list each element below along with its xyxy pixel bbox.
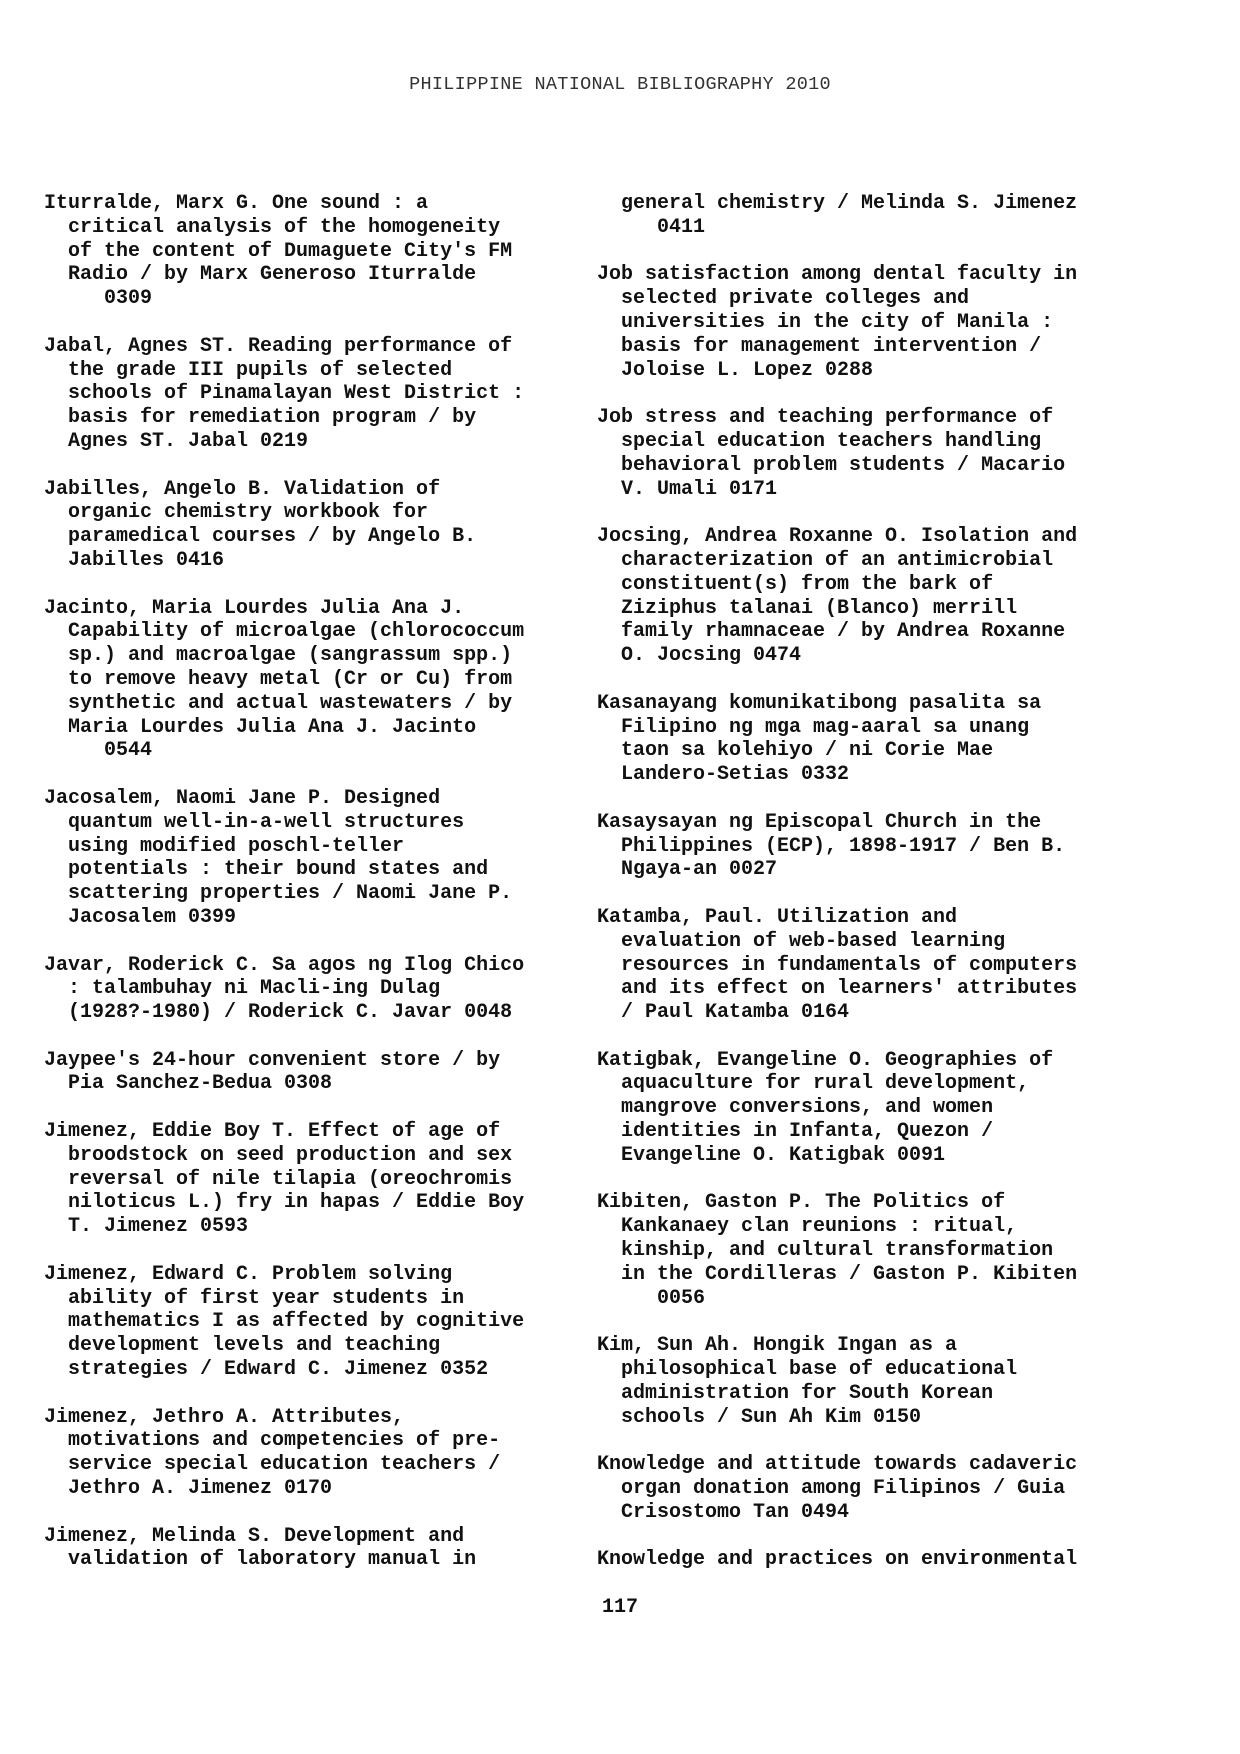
entry-line: Landero-Setias 0332 <box>597 763 850 787</box>
entry-line: potentials : their bound states and <box>44 858 489 882</box>
entry-line: Jacosalem 0399 <box>44 905 237 929</box>
entry-line: basis for remediation program / by <box>44 406 477 430</box>
entry-line: administration for South Korean <box>597 1381 994 1405</box>
page-number: 117 <box>601 1596 638 1619</box>
entry-line: critical analysis of the homogeneity <box>44 215 501 239</box>
entry-line: universities in the city of Manila : <box>597 310 1054 334</box>
entry-line: Knowledge and practices on environmental <box>597 1548 1078 1572</box>
entry-line: 0309 <box>44 287 153 311</box>
entry-line: Capability of microalgae (chlorococcum <box>44 620 525 644</box>
bibliography-entry <box>44 192 524 311</box>
entry-line: scattering properties / Naomi Jane P. <box>44 882 513 906</box>
bibliography-entry <box>44 954 524 1025</box>
bibliography-entry <box>597 1453 1077 1524</box>
entry-line: Maria Lourdes Julia Ana J. Jacinto <box>44 715 477 739</box>
right-column <box>597 192 1077 1596</box>
entry-line: Agnes ST. Jabal 0219 <box>44 429 309 453</box>
entry-line: Evangeline O. Katigbak 0091 <box>597 1143 946 1167</box>
entry-line: Javar, Roderick C. Sa agos ng Ilog Chico <box>44 953 525 977</box>
bibliography-entry <box>44 335 524 454</box>
entry-line: strategies / Edward C. Jimenez 0352 <box>44 1358 489 1382</box>
entry-line: Pia Sanchez-Bedua 0308 <box>44 1072 333 1096</box>
entry-line: evaluation of web-based learning <box>597 929 1006 953</box>
bibliography-entry <box>44 1120 524 1239</box>
entry-line: validation of laboratory manual in <box>44 1548 477 1572</box>
left-column <box>44 192 524 1596</box>
entry-line: Radio / by Marx Generoso Iturralde <box>44 263 477 287</box>
bibliography-entry <box>597 1548 1077 1572</box>
entry-line: Kankanaey clan reunions : ritual, <box>597 1215 1018 1239</box>
entry-line: Jaypee's 24-hour convenient store / by <box>44 1048 501 1072</box>
entry-line: resources in fundamentals of computers <box>597 953 1078 977</box>
bibliography-entry <box>597 525 1077 668</box>
entry-line: Kim, Sun Ah. Hongik Ingan as a <box>597 1334 958 1358</box>
entry-line: Jocsing, Andrea Roxanne O. Isolation and <box>597 525 1078 549</box>
entry-line: 0056 <box>597 1286 706 1310</box>
entry-line: Crisostomo Tan 0494 <box>597 1500 850 1524</box>
entry-line: Jethro A. Jimenez 0170 <box>44 1477 333 1501</box>
entry-line: quantum well-in-a-well structures <box>44 810 465 834</box>
entry-line: the grade III pupils of selected <box>44 358 453 382</box>
bibliography-entry <box>597 692 1077 787</box>
entry-line: behavioral problem students / Macario <box>597 453 1066 477</box>
bibliography-entry <box>44 1263 524 1382</box>
entry-line: ability of first year students in <box>44 1286 465 1310</box>
entry-line: identities in Infanta, Quezon / <box>597 1120 994 1144</box>
entry-line: in the Cordilleras / Gaston P. Kibiten <box>597 1262 1078 1286</box>
entry-line: Jimenez, Eddie Boy T. Effect of age of <box>44 1120 501 1144</box>
bibliography-entry <box>44 1406 524 1501</box>
entry-line: Katamba, Paul. Utilization and <box>597 905 958 929</box>
entry-line: schools / Sun Ah Kim 0150 <box>597 1405 922 1429</box>
entry-line: Jabal, Agnes ST. Reading performance of <box>44 334 513 358</box>
bibliography-entry <box>44 597 524 764</box>
entry-line: Katigbak, Evangeline O. Geographies of <box>597 1048 1054 1072</box>
entry-line: Kasanayang komunikatibong pasalita sa <box>597 691 1042 715</box>
entry-line: and its effect on learners' attributes <box>597 977 1078 1001</box>
entry-line: taon sa kolehiyo / ni Corie Mae <box>597 739 994 763</box>
entry-line: special education teachers handling <box>597 429 1042 453</box>
entry-line: synthetic and actual wastewaters / by <box>44 691 513 715</box>
bibliography-entry <box>44 787 524 930</box>
entry-line: Jimenez, Edward C. Problem solving <box>44 1262 453 1286</box>
entry-line: characterization of an antimicrobial <box>597 548 1054 572</box>
entry-line: selected private colleges and <box>597 287 970 311</box>
entry-line: of the content of Dumaguete City's FM <box>44 239 513 263</box>
entry-line: 0544 <box>44 739 153 763</box>
entry-line: Ngaya-an 0027 <box>597 858 778 882</box>
bibliography-entry <box>44 1049 524 1097</box>
bibliography-entry <box>44 1525 524 1573</box>
entry-line: T. Jimenez 0593 <box>44 1215 249 1239</box>
entry-line: Iturralde, Marx G. One sound : a <box>44 192 429 215</box>
entry-line: Jimenez, Melinda S. Development and <box>44 1524 465 1548</box>
entry-line: family rhamnaceae / by Andrea Roxanne <box>597 620 1066 644</box>
entry-line: Filipino ng mga mag-aaral sa unang <box>597 715 1030 739</box>
entry-line: constituent(s) from the bark of <box>597 572 994 596</box>
entry-line: mathematics I as affected by cognitive <box>44 1310 525 1334</box>
entry-line: basis for management intervention / <box>597 334 1042 358</box>
entry-line: 0411 <box>597 215 706 239</box>
entry-line: Philippines (ECP), 1898-1917 / Ben B. <box>597 834 1066 858</box>
bibliography-entry <box>597 1334 1077 1429</box>
entry-line: O. Jocsing 0474 <box>597 644 802 668</box>
entry-line: Jabilles, Angelo B. Validation of <box>44 477 441 501</box>
entry-line: Kasaysayan ng Episcopal Church in the <box>597 810 1042 834</box>
entry-line: motivations and competencies of pre- <box>44 1429 501 1453</box>
entry-line: Joloise L. Lopez 0288 <box>597 358 874 382</box>
entry-line: Job stress and teaching performance of <box>597 406 1054 430</box>
bibliography-entry <box>597 263 1077 382</box>
entry-line: aquaculture for rural development, <box>597 1072 1030 1096</box>
entry-line: Kibiten, Gaston P. The Politics of <box>597 1191 1006 1215</box>
entry-line: organic chemistry workbook for <box>44 501 429 525</box>
entry-line: Ziziphus talanai (Blanco) merrill <box>597 596 1018 620</box>
bibliography-entry <box>597 906 1077 1025</box>
entry-line: niloticus L.) fry in hapas / Eddie Boy <box>44 1191 525 1215</box>
bibliography-entry <box>597 1191 1077 1310</box>
bibliography-entry <box>597 192 1077 240</box>
entry-line: paramedical courses / by Angelo B. <box>44 525 477 549</box>
entry-line: broodstock on seed production and sex <box>44 1143 513 1167</box>
bibliography-entry <box>597 811 1077 882</box>
entry-line: Knowledge and attitude towards cadaveric <box>597 1453 1078 1477</box>
entry-line: Job satisfaction among dental faculty in <box>597 263 1078 287</box>
entry-line: / Paul Katamba 0164 <box>597 1001 850 1025</box>
running-header: PHILIPPINE NATIONAL BIBLIOGRAPHY 2010 <box>409 74 831 95</box>
entry-line: philosophical base of educational <box>597 1358 1018 1382</box>
entry-line: mangrove conversions, and women <box>597 1096 994 1120</box>
entry-line: Jacinto, Maria Lourdes Julia Ana J. <box>44 596 465 620</box>
entry-line: kinship, and cultural transformation <box>597 1239 1054 1263</box>
entry-line: service special education teachers / <box>44 1453 501 1477</box>
entry-line: organ donation among Filipinos / Guia <box>597 1477 1066 1501</box>
entry-line: (1928?-1980) / Roderick C. Javar 0048 <box>44 1001 513 1025</box>
entry-line: : talambuhay ni Macli-ing Dulag <box>44 977 441 1001</box>
entry-line: schools of Pinamalayan West District : <box>44 382 525 406</box>
entry-line: reversal of nile tilapia (oreochromis <box>44 1167 513 1191</box>
bibliography-entry <box>597 1049 1077 1168</box>
bibliography-entry <box>44 478 524 573</box>
entry-line: development levels and teaching <box>44 1334 441 1358</box>
entry-line: sp.) and macroalgae (sangrassum spp.) <box>44 644 513 668</box>
entry-line: Jacosalem, Naomi Jane P. Designed <box>44 786 441 810</box>
entry-line: Jimenez, Jethro A. Attributes, <box>44 1405 405 1429</box>
entry-line: Jabilles 0416 <box>44 548 225 572</box>
entry-line: V. Umali 0171 <box>597 477 778 501</box>
entry-line: to remove heavy metal (Cr or Cu) from <box>44 667 513 691</box>
entry-line: using modified poschl-teller <box>44 834 405 858</box>
entry-line: general chemistry / Melinda S. Jimenez <box>597 192 1078 215</box>
bibliography-entry <box>597 406 1077 501</box>
